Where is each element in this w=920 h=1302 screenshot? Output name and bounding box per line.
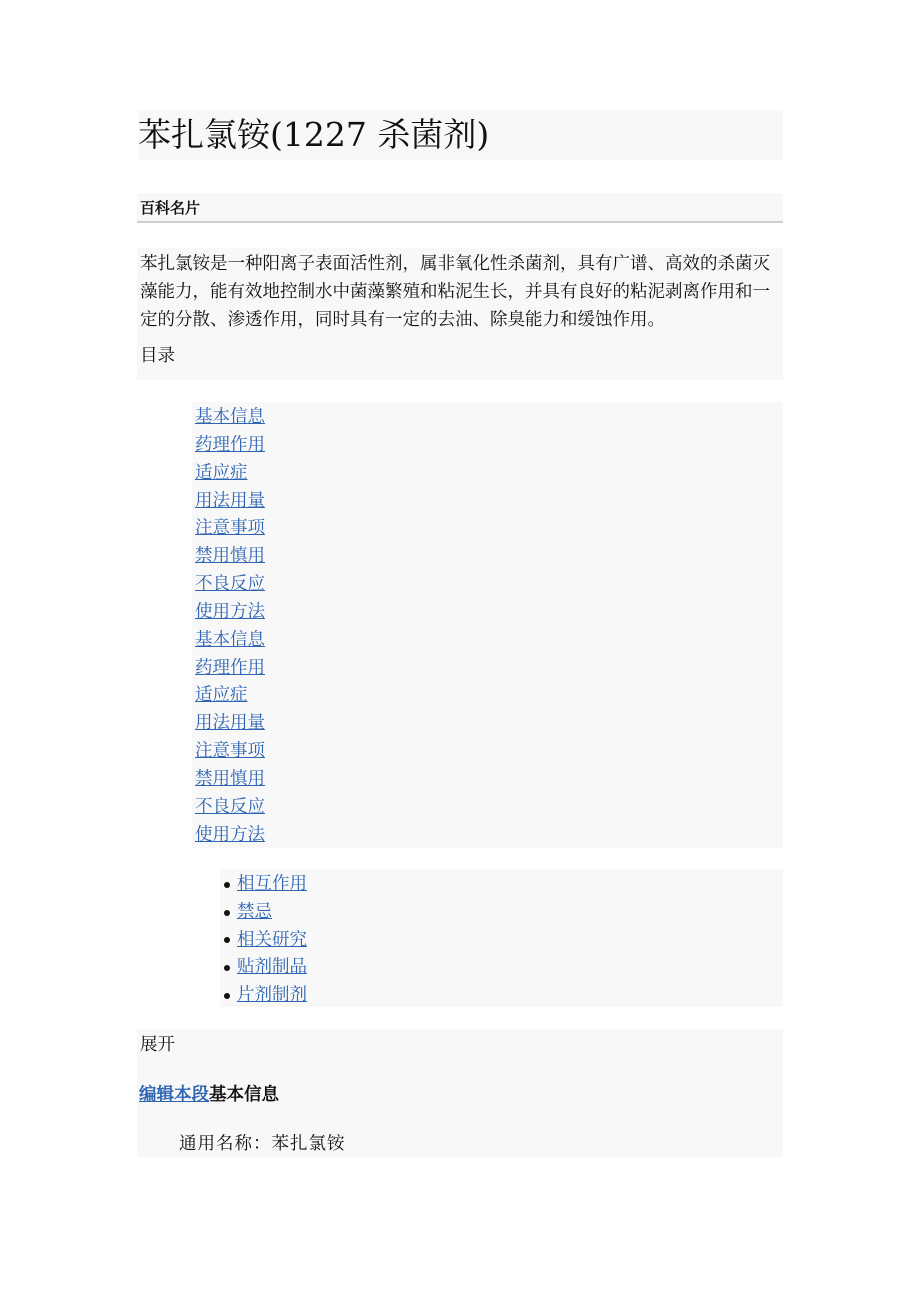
sub-toc-link[interactable]: 贴剂制品: [237, 957, 307, 978]
toc-title: 目录: [140, 346, 175, 366]
toc-link[interactable]: 禁用慎用: [195, 768, 265, 789]
sub-toc-item: [223, 899, 783, 927]
generic-name-field: [179, 1132, 346, 1156]
toc-item: [195, 766, 783, 794]
toc-link[interactable]: 使用方法: [195, 824, 265, 845]
sub-toc-list: [220, 869, 783, 1007]
sub-toc-link[interactable]: 禁忌: [237, 901, 272, 922]
bullet-icon: [224, 910, 230, 916]
sub-toc-link[interactable]: 相互作用: [237, 874, 307, 894]
field-value: 苯扎氯铵: [271, 1134, 346, 1154]
intro-text: 苯扎氯铵是一种阳离子表面活性剂，属非氧化性杀菌剂，具有广谱、高效的杀菌灭藻能力，能有效地控制水中菌藻繁殖和粘泥生长，并具有良好的粘泥剥离作用和一定的分散、渗透作用，同时具有一定的去油、除臭能力和缓蚀作用。: [140, 254, 770, 330]
field-label: 通用名称：: [179, 1134, 272, 1154]
section-title: 基本信息: [209, 1085, 279, 1105]
table-of-contents: [192, 402, 783, 848]
bullet-icon: [224, 937, 230, 943]
toc-link[interactable]: 禁用慎用: [195, 546, 265, 567]
toc-item: [195, 599, 783, 627]
sub-toc-item: [223, 954, 783, 982]
toc-item: [195, 738, 783, 766]
toc-item: [195, 460, 783, 488]
toc-link[interactable]: 适应症: [195, 462, 248, 483]
sub-toc-item: [223, 982, 783, 1010]
sub-toc-link[interactable]: 相关研究: [237, 929, 307, 950]
toc-link[interactable]: 使用方法: [195, 601, 265, 622]
toc-link[interactable]: 药理作用: [195, 434, 265, 455]
toc-link[interactable]: 适应症: [195, 685, 248, 706]
sub-toc-link[interactable]: 片剂制剂: [237, 985, 307, 1006]
encyclopedia-card-label: 百科名片: [137, 193, 783, 223]
toc-item: [195, 404, 783, 432]
toc-item: [195, 488, 783, 516]
toc-link[interactable]: 用法用量: [195, 713, 265, 734]
bullet-icon: [224, 993, 230, 999]
intro-block: [137, 248, 783, 380]
toc-item: [195, 794, 783, 822]
toc-link[interactable]: 不良反应: [195, 796, 265, 817]
toc-link[interactable]: 注意事项: [195, 518, 265, 539]
toc-link[interactable]: 药理作用: [195, 657, 265, 678]
toc-item: [195, 571, 783, 599]
toc-item: [195, 682, 783, 710]
toc-item: [195, 432, 783, 460]
page-title: 苯扎氯铵(1227 杀菌剂): [138, 110, 783, 160]
toc-item: [195, 543, 783, 571]
content-section: [137, 1029, 783, 1157]
toc-link[interactable]: 基本信息: [195, 407, 265, 427]
toc-link[interactable]: 用法用量: [195, 490, 265, 511]
toc-item: [195, 515, 783, 543]
sub-toc-item: [223, 871, 783, 899]
bullet-icon: [224, 882, 230, 888]
toc-item: [195, 655, 783, 683]
toc-item: [195, 627, 783, 655]
expand-toggle[interactable]: 展开: [140, 1035, 175, 1055]
toc-link[interactable]: 基本信息: [195, 629, 265, 650]
toc-item: [195, 710, 783, 738]
toc-item: [195, 822, 783, 850]
toc-link[interactable]: 不良反应: [195, 574, 265, 595]
bullet-icon: [224, 965, 230, 971]
sub-toc-item: [223, 927, 783, 955]
section-heading: [139, 1083, 279, 1107]
toc-link[interactable]: 注意事项: [195, 741, 265, 762]
edit-section-link[interactable]: 编辑本段: [139, 1085, 209, 1105]
